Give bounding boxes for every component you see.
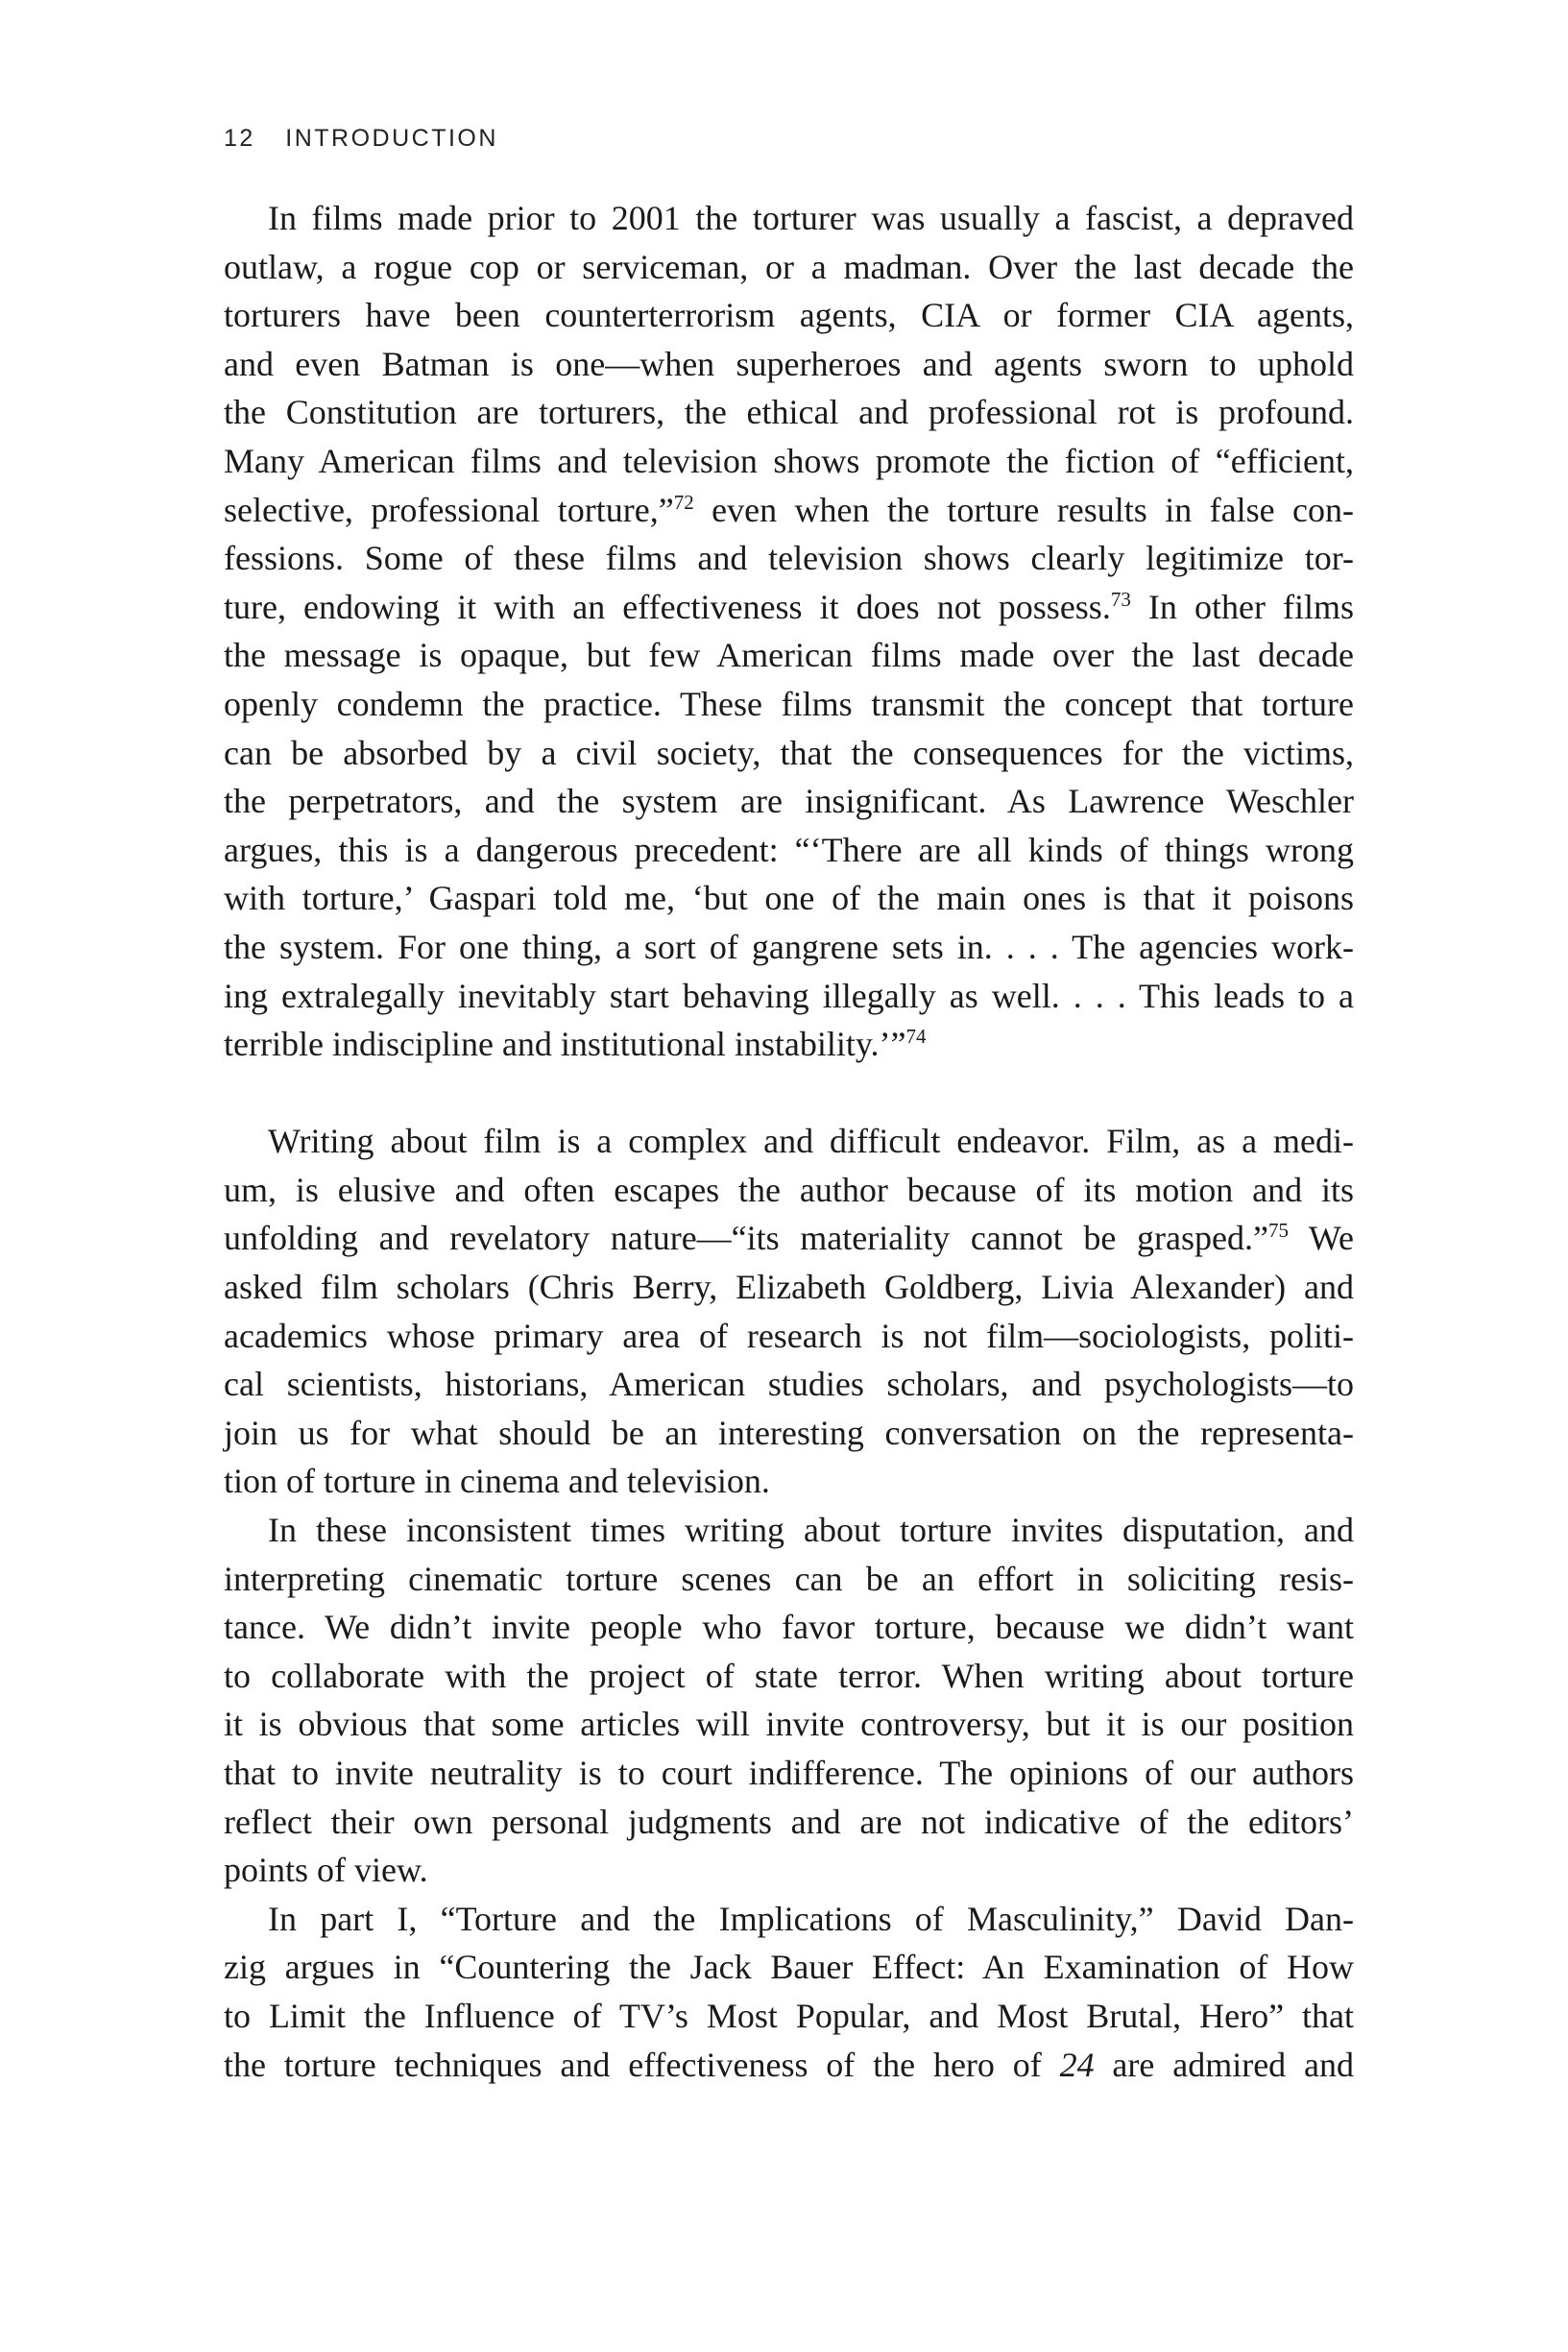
- text-line: to Limit the Influence of TV’s Most Popular, and Most Brutal, Hero” that: [224, 1996, 1354, 2035]
- text-line: the perpetrators, and the system are insignificant. As Lawrence Weschler: [224, 782, 1354, 821]
- section-break: [224, 1069, 1354, 1118]
- text-line: asked film scholars (Chris Berry, Elizabeth Goldberg, Livia Alexander) and: [224, 1268, 1354, 1307]
- text-line: academics whose primary area of research is not film—sociologists, politi-: [224, 1316, 1354, 1355]
- text-line: Many American films and television shows promote the fiction of “efficient,: [224, 441, 1354, 480]
- text-segment: In other films: [1130, 587, 1354, 626]
- text-line: reflect their own personal judgments and are not indicative of the editors’: [224, 1802, 1354, 1841]
- text-line: In these inconsistent times writing about torture invites disputation, and: [268, 1511, 1354, 1550]
- text-line: to collaborate with the project of state terror. When writing about torture: [224, 1656, 1354, 1695]
- text-line: [224, 1020, 1354, 1069]
- footnote-ref-75[interactable]: 75: [1267, 1219, 1289, 1243]
- text-line: Writing about film is a complex and difficult endeavor. Film, as a medi-: [268, 1122, 1354, 1161]
- paragraph-2: [224, 1117, 1354, 1506]
- section-title: INTRODUCTION: [285, 125, 498, 152]
- footnote-ref-73[interactable]: 73: [1110, 587, 1131, 611]
- text-segment: terrible indiscipline and institutional instability.’”: [224, 1025, 906, 1064]
- text-line: and even Batman is one—when superheroes and agents sworn to uphold: [224, 344, 1354, 383]
- text-line: the system. For one thing, a sort of gangrene sets in. . . . The agencies work-: [224, 927, 1354, 966]
- show-title-24: 24: [1059, 2045, 1095, 2084]
- footnote-ref-74[interactable]: 74: [905, 1025, 927, 1049]
- text-segment: We: [1288, 1219, 1354, 1258]
- text-line: [224, 1214, 1354, 1263]
- text-line: openly condemn the practice. These films transmit the concept that torture: [224, 684, 1354, 723]
- text-segment: selective, professional torture,”: [224, 490, 674, 529]
- footnote-ref-72[interactable]: 72: [673, 490, 694, 514]
- text-line: In part I, “Torture and the Implications of Masculinity,” David Dan-: [268, 1899, 1354, 1938]
- text-line: ing extralegally inevitably start behaving illegally as well. . . . This leads to a: [224, 976, 1354, 1015]
- text-line: outlaw, a rogue cop or serviceman, or a madman. Over the last decade the: [224, 247, 1354, 286]
- body-text: [224, 194, 1354, 2089]
- text-line: um, is elusive and often escapes the author because of its motion and its: [224, 1170, 1354, 1209]
- text-line: tance. We didn’t invite people who favor torture, because we didn’t want: [224, 1608, 1354, 1647]
- text-line: tion of torture in cinema and television.: [224, 1462, 770, 1501]
- text-segment: even when the torture results in false con-: [693, 490, 1354, 529]
- text-line: fessions. Some of these films and television shows clearly legitimize tor-: [224, 539, 1354, 578]
- paragraph-4: [224, 1895, 1354, 2089]
- text-line: [224, 2041, 1354, 2090]
- text-segment: are admired and: [1094, 2045, 1354, 2084]
- text-line: torturers have been counterterrorism agents, CIA or former CIA agents,: [224, 296, 1354, 335]
- text-line: points of view.: [224, 1851, 428, 1890]
- text-line: In films made prior to 2001 the torturer was usually a fascist, a depraved: [268, 199, 1354, 237]
- text-line: that to invite neutrality is to court indifference. The opinions of our authors: [224, 1754, 1354, 1792]
- text-line: interpreting cinematic torture scenes can be an effort in soliciting resis-: [224, 1559, 1354, 1598]
- text-line: [224, 583, 1354, 632]
- text-line: with torture,’ Gaspari told me, ‘but one of the main ones is that it poisons: [224, 879, 1354, 918]
- text-segment: unfolding and revelatory nature—“its materiality cannot be grasped.”: [224, 1219, 1268, 1258]
- text-line: can be absorbed by a civil society, that the consequences for the victims,: [224, 733, 1354, 772]
- paragraph-1: [224, 194, 1354, 1069]
- text-line: the message is opaque, but few American films made over the last decade: [224, 636, 1354, 675]
- text-line: [224, 486, 1354, 535]
- running-head: [224, 125, 498, 153]
- text-segment: ture, endowing it with an effectiveness it does not possess.: [224, 587, 1111, 626]
- text-line: cal scientists, historians, American studies scholars, and psychologists—to: [224, 1365, 1354, 1404]
- text-line: argues, this is a dangerous precedent: “‘There are all kinds of things wrong: [224, 830, 1354, 869]
- text-line: join us for what should be an interesting conversation on the representa-: [224, 1413, 1354, 1452]
- paragraph-3: [224, 1506, 1354, 1895]
- text-line: zig argues in “Countering the Jack Bauer Effect: An Examination of How: [224, 1948, 1354, 1987]
- page-number: 12: [224, 125, 255, 152]
- text-line: it is obvious that some articles will invite controversy, but it is our position: [224, 1705, 1354, 1744]
- text-segment: the torture techniques and effectiveness of the hero of: [224, 2045, 1060, 2084]
- text-line: the Constitution are torturers, the ethical and professional rot is profound.: [224, 393, 1354, 432]
